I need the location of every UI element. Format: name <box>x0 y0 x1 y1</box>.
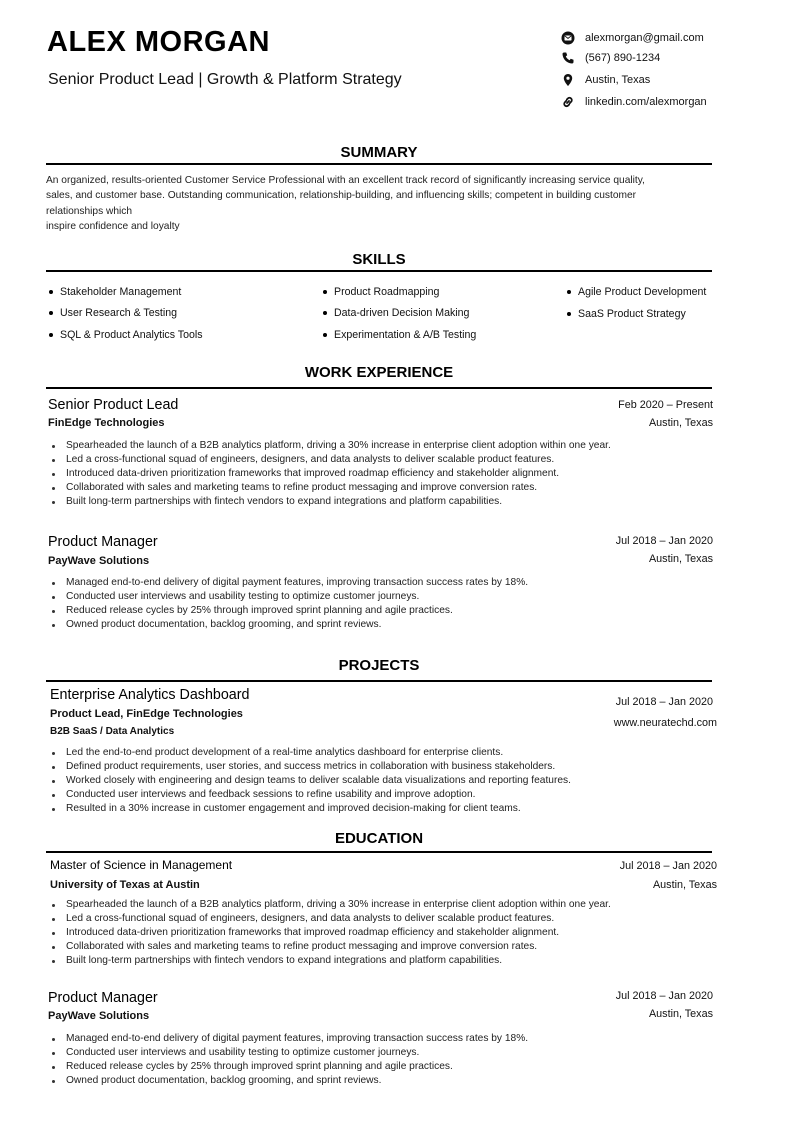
education-divider <box>46 851 712 853</box>
link-icon <box>561 95 575 109</box>
summary-line: sales, and customer base. Outstanding communication, relationship-building, and influencing skills; competent in building customer <box>46 190 637 202</box>
skill-label: SaaS Product Strategy <box>578 308 686 320</box>
list-item: Led a cross-functional squad of engineers, designers, and data analysts to deliver scalable product features. <box>50 453 730 467</box>
list-item: Built long-term partnerships with fintech vendors to expand integrations and platform capabilities. <box>50 495 730 509</box>
list-item: Owned product documentation, backlog grooming, and sprint reviews. <box>50 618 730 632</box>
project-role: Product Lead, FinEdge Technologies <box>50 708 243 720</box>
job-title: Senior Product Lead <box>48 397 179 413</box>
bullet-icon <box>49 311 53 315</box>
skills-divider <box>46 270 712 272</box>
skill-item <box>567 286 706 298</box>
job-dates: Jul 2018 – Jan 2020 <box>615 535 713 547</box>
list-item: Led the end-to-end product development of a real-time analytics dashboard for enterprise clients. <box>50 746 730 760</box>
job-title: Product Manager <box>48 534 158 550</box>
skill-item <box>323 286 439 298</box>
job-company: FinEdge Technologies <box>48 417 165 429</box>
education-bullets <box>50 1032 730 1088</box>
phone-icon <box>561 51 575 65</box>
summary-divider <box>46 163 712 165</box>
list-item: Conducted user interviews and feedback sessions to refine usability and improve adoption. <box>50 788 730 802</box>
education-dates: Jul 2018 – Jan 2020 <box>619 860 717 872</box>
experience-divider <box>46 387 712 389</box>
project-bullets <box>50 746 730 816</box>
list-item: Led a cross-functional squad of engineers, designers, and data analysts to deliver scalable product features. <box>50 912 730 926</box>
list-item: Spearheaded the launch of a B2B analytics platform, driving a 30% increase in enterprise client adoption within one year. <box>50 439 730 453</box>
project-name: Enterprise Analytics Dashboard <box>50 687 250 703</box>
bullet-icon <box>323 290 327 294</box>
education-location: Austin, Texas <box>648 1008 713 1020</box>
bullet-icon <box>49 333 53 337</box>
email-icon <box>561 31 575 45</box>
skill-label: Data-driven Decision Making <box>334 307 470 319</box>
list-item: Defined product requirements, user stories, and success metrics in collaboration with business stakeholders. <box>50 760 730 774</box>
list-item: Owned product documentation, backlog grooming, and sprint reviews. <box>50 1074 730 1088</box>
experience-heading: WORK EXPERIENCE <box>304 364 454 381</box>
summary-text <box>46 173 716 235</box>
skill-label: Agile Product Development <box>578 286 707 298</box>
skill-label: Stakeholder Management <box>60 286 182 298</box>
contact-linkedin[interactable] <box>561 95 707 109</box>
bullet-icon <box>567 290 571 294</box>
job-company: PayWave Solutions <box>48 555 150 567</box>
location-pin-icon <box>561 73 575 87</box>
projects-divider <box>46 680 712 682</box>
summary-heading: SUMMARY <box>340 144 418 161</box>
job-location: Austin, Texas <box>648 417 713 429</box>
contact-location <box>561 73 650 87</box>
contact-linkedin-text: linkedin.com/alexmorgan <box>585 96 707 108</box>
list-item: Resulted in a 30% increase in customer engagement and improved decision-making for client teams. <box>50 802 730 816</box>
education-dates: Jul 2018 – Jan 2020 <box>615 990 713 1002</box>
skill-item <box>567 308 686 320</box>
skill-item <box>49 307 177 319</box>
project-category: B2B SaaS / Data Analytics <box>50 726 175 737</box>
contact-phone[interactable] <box>561 51 660 65</box>
list-item: Reduced release cycles by 25% through improved sprint planning and agile practices. <box>50 604 730 618</box>
bullet-icon <box>323 333 327 337</box>
list-item: Collaborated with sales and marketing teams to refine product messaging and improve conversion rates. <box>50 481 730 495</box>
list-item: Collaborated with sales and marketing teams to refine product messaging and improve conversion rates. <box>50 940 730 954</box>
bullet-icon <box>49 290 53 294</box>
skills-heading: SKILLS <box>352 251 406 268</box>
contact-phone-text: (567) 890-1234 <box>585 52 661 64</box>
contact-location-text: Austin, Texas <box>585 74 651 86</box>
candidate-headline: Senior Product Lead | Growth & Platform Strategy <box>48 71 402 88</box>
list-item: Introduced data-driven prioritization frameworks that improved roadmap efficiency and stakeholder alignment. <box>50 467 730 481</box>
list-item: Conducted user interviews and usability testing to optimize customer journeys. <box>50 1046 730 1060</box>
contact-email-text: alexmorgan@gmail.com <box>585 32 704 44</box>
list-item: Managed end-to-end delivery of digital payment features, improving transaction success rates by 18%. <box>50 576 730 590</box>
job-dates: Feb 2020 – Present <box>618 399 713 411</box>
contact-email[interactable] <box>561 31 704 45</box>
job-bullets <box>50 576 730 632</box>
list-item: Worked closely with engineering and design teams to deliver scalable data visualizations and reporting features. <box>50 774 730 788</box>
candidate-name: ALEX MORGAN <box>47 26 270 58</box>
skill-item <box>49 329 203 341</box>
skill-label: User Research & Testing <box>60 307 177 319</box>
summary-line: inspire confidence and loyalty <box>46 221 180 233</box>
skill-item <box>323 307 469 319</box>
bullet-icon <box>323 311 327 315</box>
skill-label: SQL & Product Analytics Tools <box>60 329 203 341</box>
skill-item <box>49 286 181 298</box>
education-school: University of Texas at Austin <box>50 879 200 891</box>
summary-line: An organized, results-oriented Customer Service Professional with an excellent track record of significantly increasing service quality, <box>46 175 645 186</box>
education-school: PayWave Solutions <box>48 1010 150 1022</box>
education-bullets <box>50 898 730 968</box>
list-item: Reduced release cycles by 25% through improved sprint planning and agile practices. <box>50 1060 730 1074</box>
education-heading: EDUCATION <box>334 830 424 847</box>
job-location: Austin, Texas <box>648 553 713 565</box>
skill-label: Product Roadmapping <box>334 286 440 298</box>
list-item: Spearheaded the launch of a B2B analytics platform, driving a 30% increase in enterprise client adoption within one year. <box>50 898 730 912</box>
list-item: Introduced data-driven prioritization frameworks that improved roadmap efficiency and stakeholder alignment. <box>50 926 730 940</box>
education-degree: Product Manager <box>48 990 158 1006</box>
education-location: Austin, Texas <box>652 879 717 891</box>
list-item: Built long-term partnerships with fintech vendors to expand integrations and platform capabilities. <box>50 954 730 968</box>
skill-item <box>323 329 476 341</box>
project-link[interactable]: www.neuratechd.com <box>613 717 717 729</box>
bullet-icon <box>567 312 571 316</box>
education-degree: Master of Science in Management <box>50 858 233 872</box>
list-item: Conducted user interviews and usability testing to optimize customer journeys. <box>50 590 730 604</box>
job-bullets <box>50 439 730 509</box>
project-dates: Jul 2018 – Jan 2020 <box>615 696 713 708</box>
list-item: Managed end-to-end delivery of digital payment features, improving transaction success rates by 18%. <box>50 1032 730 1046</box>
projects-heading: PROJECTS <box>338 657 420 674</box>
summary-line: relationships which <box>46 205 133 217</box>
skill-label: Experimentation & A/B Testing <box>334 329 477 341</box>
